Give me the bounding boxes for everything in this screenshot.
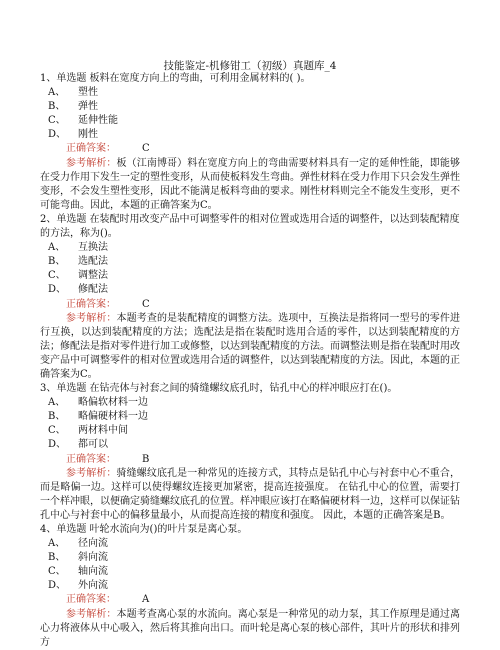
option-item (40, 100, 460, 114)
option-item (40, 438, 460, 452)
option-key: C、 (48, 270, 66, 282)
option-key: D、 (48, 284, 67, 296)
option-text: 略偏软材料一边 (78, 397, 148, 409)
explanation-text: 本题考查离心泵的水流向。离心泵是一种常见的动力泵，其工作原理是通过离心力将液体从中心吸入，然后将其推向出口。而叶轮是离心泵的核心部件，其叶片的形状和排列方 (40, 608, 461, 648)
option-key: D、 (48, 580, 67, 592)
option-item (40, 410, 460, 424)
explanation-text: 本题考查的是装配精度的调整方法。选项中，互换法是指将同一型号的零件进行互换，以达到装配精度的方法；选配法是指在装配时选用合适的零件，以达到装配精度的方法；修配法是指对零件进行加工或修整，以达到装配精度的方法。而调整法则是指在装配时用改变产品中可调整零件的相对位置或选用合适的调整件，以达到装配精度的方法。因此，本题的正确答案为C。 (40, 312, 461, 380)
question-list (40, 72, 460, 650)
answer-label: 正确答案： (66, 594, 116, 606)
option-item (40, 283, 460, 297)
answer-line (40, 453, 460, 467)
option-key: B、 (48, 101, 66, 113)
option-text: 互换法 (78, 242, 108, 254)
option-key: D、 (48, 129, 67, 141)
option-key: D、 (48, 439, 67, 451)
answer-line (40, 593, 460, 607)
answer-value: C (142, 143, 150, 155)
explanation-label: 参考解析： (66, 157, 117, 169)
answer-label: 正确答案： (66, 298, 116, 310)
option-text: 都可以 (78, 439, 108, 451)
option-text: 略偏硬材料一边 (78, 411, 148, 423)
answer-line (40, 142, 460, 156)
option-item (40, 579, 460, 593)
option-key: B、 (48, 552, 66, 564)
option-key: A、 (48, 538, 66, 550)
answer-value: C (142, 298, 150, 310)
option-text: 两材料中间 (78, 425, 128, 437)
option-item (40, 565, 460, 579)
option-item (40, 128, 460, 142)
option-key: B、 (48, 256, 66, 268)
option-item (40, 424, 460, 438)
option-key: A、 (48, 397, 66, 409)
answer-value: B (142, 453, 150, 465)
option-text: 调整法 (78, 270, 108, 282)
question-block (40, 523, 460, 650)
option-item (40, 396, 460, 410)
option-key: B、 (48, 411, 66, 423)
option-text: 延伸性能 (78, 115, 118, 127)
explanation (40, 157, 460, 213)
explanation (40, 608, 460, 650)
option-text: 径向流 (78, 538, 108, 550)
option-text: 弹性 (78, 101, 98, 113)
question-stem: 4、单选题 叶轮水流向为()的叶片泵是离心泵。 (40, 524, 248, 535)
answer-value: A (142, 594, 150, 606)
option-text: 外向流 (78, 580, 108, 592)
answer-label: 正确答案： (66, 143, 116, 155)
option-item (40, 255, 460, 269)
question-stem: 2、单选题 在装配时用改变产品中可调整零件的相对位置或选用合适的调整件，以达到装配精度的方法，称为()。 (40, 213, 460, 240)
question-block (40, 72, 460, 213)
document-title: 技能鉴定-机修钳工（初级）真题库_4 (163, 60, 337, 72)
explanation-label: 参考解析： (66, 467, 117, 479)
option-key: C、 (48, 566, 66, 578)
option-item (40, 86, 460, 100)
option-key: C、 (48, 115, 66, 127)
option-item (40, 241, 460, 255)
option-text: 塑性 (78, 87, 98, 99)
option-item (40, 537, 460, 551)
explanation-text: 骑缝螺纹底孔是一种常见的连接方式，其特点是钻孔中心与衬套中心不重合，而是略偏一边。这样可以使得螺纹连接更加紧密，提高连接强度。 在钻孔中心的位置，需要打一个样冲眼，以便确定骑缝螺纹底孔的位置。样冲眼应该打在略偏硬材料一边，这样可以保证钻孔中心与衬套中心的偏移量最小，从而提高连接的精度和强度。 因此，本题的正确答案是B。 (40, 467, 461, 521)
question-stem: 1、单选题 板料在宽度方向上的弯曲，可利用金属材料的( )。 (40, 73, 311, 84)
option-key: A、 (48, 242, 66, 254)
option-key: A、 (48, 87, 66, 99)
explanation (40, 467, 460, 523)
option-text: 选配法 (78, 256, 108, 268)
explanation-label: 参考解析： (66, 312, 117, 324)
option-item (40, 114, 460, 128)
explanation-label: 参考解析： (66, 608, 117, 620)
answer-label: 正确答案： (66, 453, 116, 465)
explanation (40, 312, 460, 382)
question-stem: 3、单选题 在钻壳体与衬套之间的骑缝螺纹底孔时，钻孔中心的样冲眼应打在()。 (40, 383, 398, 395)
question-block (40, 213, 460, 382)
option-item (40, 269, 460, 283)
option-text: 修配法 (78, 284, 108, 296)
option-text: 刚性 (78, 129, 98, 141)
question-block (40, 382, 460, 523)
option-text: 斜向流 (78, 552, 108, 564)
explanation-text: 板（江南博哥）料在宽度方向上的弯曲需要材料具有一定的延伸性能，即能够在受力作用下发生一定的塑性变形，从而使板料发生弯曲。弹性材料在受力作用下只会发生弹性变形，不会发生塑性变形，因此不能满足板料弯曲的要求。刚性材料则完全不能发生变形，更不可能弯曲。因此，本题的正确答案为C。 (40, 157, 461, 211)
answer-line (40, 298, 460, 312)
option-text: 轴向流 (78, 566, 108, 578)
option-item (40, 551, 460, 565)
option-key: C、 (48, 425, 66, 437)
